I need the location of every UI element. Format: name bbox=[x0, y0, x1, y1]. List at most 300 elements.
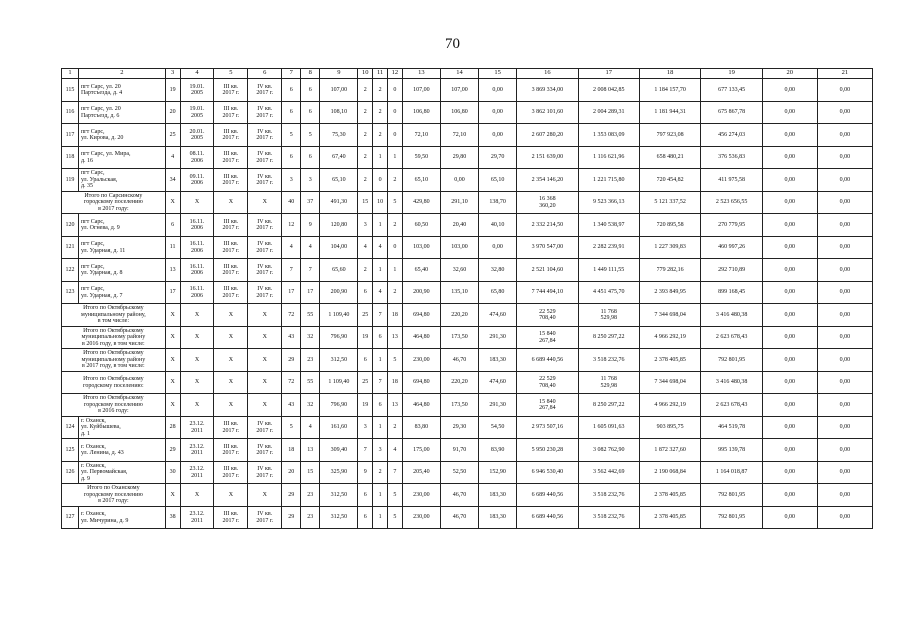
table-cell: 25 bbox=[165, 124, 180, 147]
table-cell: 8 250 297,22 bbox=[578, 327, 639, 349]
table-cell: 29 bbox=[282, 507, 301, 529]
row-number-cell: 119 bbox=[62, 169, 79, 192]
table-cell: 4 966 292,19 bbox=[639, 394, 700, 417]
table-cell: 796,90 bbox=[320, 327, 358, 349]
table-cell: 107,00 bbox=[440, 79, 478, 102]
table-cell: 0,00 bbox=[762, 327, 817, 349]
table-cell: IV кв. 2017 г. bbox=[248, 439, 282, 462]
table-cell: 13 bbox=[388, 327, 403, 349]
table-cell: 0,00 bbox=[440, 169, 478, 192]
table-cell: 103,00 bbox=[402, 237, 440, 259]
table-cell: 65,10 bbox=[479, 169, 517, 192]
table-cell: X bbox=[165, 327, 180, 349]
table-cell: 29,30 bbox=[440, 417, 478, 439]
column-header: 14 bbox=[440, 69, 478, 79]
table-cell: 30 bbox=[165, 462, 180, 484]
row-number-cell: 118 bbox=[62, 147, 79, 169]
table-cell: 29 bbox=[282, 349, 301, 372]
table-cell: 23.12. 2011 bbox=[180, 417, 214, 439]
table-cell: X bbox=[180, 304, 214, 327]
table-cell: 23 bbox=[301, 484, 320, 507]
table-row bbox=[62, 282, 873, 304]
table-cell: 19 bbox=[165, 79, 180, 102]
table-cell: 2 282 239,91 bbox=[578, 237, 639, 259]
table-cell: III кв. 2017 г. bbox=[214, 169, 248, 192]
table-cell: 138,70 bbox=[479, 192, 517, 214]
table-cell: 1 109,40 bbox=[320, 304, 358, 327]
row-number-cell: 117 bbox=[62, 124, 79, 147]
table-cell: 1 116 621,96 bbox=[578, 147, 639, 169]
table-cell: 1 872 327,60 bbox=[639, 439, 700, 462]
table-cell: 5 bbox=[388, 192, 403, 214]
column-header: 21 bbox=[817, 69, 872, 79]
table-cell: 312,50 bbox=[320, 484, 358, 507]
table-row bbox=[62, 259, 873, 282]
table-cell: 75,30 bbox=[320, 124, 358, 147]
table-cell: 2 bbox=[373, 79, 388, 102]
table-cell: X bbox=[165, 394, 180, 417]
table-cell: 20 bbox=[165, 102, 180, 124]
table-cell: III кв. 2017 г. bbox=[214, 259, 248, 282]
table-row bbox=[62, 79, 873, 102]
table-cell: 0,00 bbox=[762, 507, 817, 529]
table-cell: 83,90 bbox=[479, 439, 517, 462]
table-cell: 6 689 440,56 bbox=[517, 484, 578, 507]
table-cell: 29 bbox=[165, 439, 180, 462]
table-cell: 5 bbox=[282, 124, 301, 147]
table-cell: 15 bbox=[358, 192, 373, 214]
table-cell: 46,70 bbox=[440, 507, 478, 529]
table-cell: 230,00 bbox=[402, 507, 440, 529]
table-cell: 464,80 bbox=[402, 327, 440, 349]
table-cell: 38 bbox=[165, 507, 180, 529]
table-cell: III кв. 2017 г. bbox=[214, 79, 248, 102]
table-cell: 20.01. 2005 bbox=[180, 124, 214, 147]
table-cell: 52,50 bbox=[440, 462, 478, 484]
column-header: 9 bbox=[320, 69, 358, 79]
table-cell: 6 bbox=[301, 147, 320, 169]
table-cell: 0,00 bbox=[817, 507, 872, 529]
row-number-cell: 125 bbox=[62, 439, 79, 462]
table-cell: IV кв. 2017 г. bbox=[248, 79, 282, 102]
table-cell: 2 bbox=[373, 124, 388, 147]
table-cell: 4 bbox=[165, 147, 180, 169]
table-cell: 1 bbox=[373, 417, 388, 439]
table-cell: IV кв. 2017 г. bbox=[248, 417, 282, 439]
table-cell: 103,00 bbox=[440, 237, 478, 259]
table-cell: 22 529 708,40 bbox=[517, 372, 578, 394]
table-cell: 4 bbox=[373, 237, 388, 259]
table-cell: 25 bbox=[358, 372, 373, 394]
table-cell: 3 970 547,00 bbox=[517, 237, 578, 259]
table-cell: 0,00 bbox=[817, 124, 872, 147]
table-cell: 291,10 bbox=[440, 192, 478, 214]
table-cell: 175,00 bbox=[402, 439, 440, 462]
table-cell: 5 121 337,52 bbox=[639, 192, 700, 214]
table-cell: 797 923,08 bbox=[639, 124, 700, 147]
table-cell: X bbox=[180, 394, 214, 417]
table-cell: III кв. 2017 г. bbox=[214, 237, 248, 259]
table-cell: 32,60 bbox=[440, 259, 478, 282]
table-cell: 55 bbox=[301, 372, 320, 394]
table-cell: IV кв. 2017 г. bbox=[248, 102, 282, 124]
table-cell: 796,90 bbox=[320, 394, 358, 417]
row-number-cell: 126 bbox=[62, 462, 79, 484]
table-cell: 54,50 bbox=[479, 417, 517, 439]
table-cell: X bbox=[180, 349, 214, 372]
address-cell: г. Оханск, ул. Куйбышева, д. 1 bbox=[78, 417, 165, 439]
column-header: 17 bbox=[578, 69, 639, 79]
table-cell: 23 bbox=[301, 507, 320, 529]
table-cell: 3 416 480,38 bbox=[701, 372, 762, 394]
column-header: 13 bbox=[402, 69, 440, 79]
table-cell: 1 bbox=[373, 259, 388, 282]
table-cell: 91,70 bbox=[440, 439, 478, 462]
table-cell: 0,00 bbox=[817, 304, 872, 327]
table-cell: 106,80 bbox=[440, 102, 478, 124]
table-cell: 0,00 bbox=[817, 484, 872, 507]
row-number-cell: 123 bbox=[62, 282, 79, 304]
table-cell: X bbox=[248, 394, 282, 417]
address-cell: пгт Сарс, ул. Ударная, д. 11 bbox=[78, 237, 165, 259]
table-cell: 7 bbox=[282, 259, 301, 282]
table-cell: 2 523 656,55 bbox=[701, 192, 762, 214]
table-cell: 0,00 bbox=[762, 237, 817, 259]
table-cell: 11 768 529,98 bbox=[578, 304, 639, 327]
table-cell: X bbox=[180, 372, 214, 394]
table-cell: 0,00 bbox=[817, 169, 872, 192]
data-table bbox=[61, 68, 873, 529]
table-cell: 3 862 101,60 bbox=[517, 102, 578, 124]
table-cell: 1 bbox=[373, 147, 388, 169]
total-label-cell: Итого по Октябрьскому городскому поселению: bbox=[62, 372, 166, 394]
address-cell: г. Оханск, ул. Ленина, д. 43 bbox=[78, 439, 165, 462]
table-cell: IV кв. 2017 г. bbox=[248, 259, 282, 282]
table-cell: 17 bbox=[282, 282, 301, 304]
table-cell: 1 109,40 bbox=[320, 372, 358, 394]
table-cell: 0,00 bbox=[817, 102, 872, 124]
table-cell: 6 bbox=[282, 102, 301, 124]
table-cell: X bbox=[214, 349, 248, 372]
table-cell: 0,00 bbox=[479, 124, 517, 147]
table-cell: 3 416 480,38 bbox=[701, 304, 762, 327]
table-cell: 18 bbox=[282, 439, 301, 462]
table-cell: 65,10 bbox=[320, 169, 358, 192]
table-cell: 3 bbox=[358, 214, 373, 237]
table-cell: 65,10 bbox=[402, 169, 440, 192]
table-cell: 995 139,78 bbox=[701, 439, 762, 462]
table-total-row bbox=[62, 192, 873, 214]
table-cell: 6 689 440,56 bbox=[517, 349, 578, 372]
table-cell: 312,50 bbox=[320, 507, 358, 529]
table-cell: 429,80 bbox=[402, 192, 440, 214]
table-cell: X bbox=[165, 349, 180, 372]
table-cell: 34 bbox=[165, 169, 180, 192]
table-cell: 1 353 083,09 bbox=[578, 124, 639, 147]
table-cell: 08.11. 2006 bbox=[180, 147, 214, 169]
table-cell: 40 bbox=[282, 192, 301, 214]
table-cell: III кв. 2017 г. bbox=[214, 462, 248, 484]
table-cell: 11 768 529,98 bbox=[578, 372, 639, 394]
table-cell: 474,60 bbox=[479, 304, 517, 327]
table-cell: X bbox=[165, 192, 180, 214]
total-label-cell: Итого по Оханскому городскому поселению в 2017 году: bbox=[62, 484, 166, 507]
table-cell: 2 bbox=[358, 259, 373, 282]
table-cell: X bbox=[214, 304, 248, 327]
table-cell: 4 bbox=[388, 439, 403, 462]
table-cell: 1 449 111,55 bbox=[578, 259, 639, 282]
table-cell: 0,00 bbox=[817, 417, 872, 439]
table-cell: 1 164 018,87 bbox=[701, 462, 762, 484]
total-label-cell: Итого по Октябрьскому муниципальному району в 2017 году, в том числе: bbox=[62, 349, 166, 372]
table-total-row bbox=[62, 484, 873, 507]
table-cell: III кв. 2017 г. bbox=[214, 417, 248, 439]
table-cell: III кв. 2017 г. bbox=[214, 439, 248, 462]
table-cell: 6 bbox=[301, 102, 320, 124]
table-cell: III кв. 2017 г. bbox=[214, 282, 248, 304]
table-cell: 1 181 944,31 bbox=[639, 102, 700, 124]
table-cell: 183,30 bbox=[479, 507, 517, 529]
table-cell: 0,00 bbox=[817, 237, 872, 259]
table-cell: 5 bbox=[301, 124, 320, 147]
table-cell: 23.12. 2011 bbox=[180, 507, 214, 529]
table-cell: 5 950 230,28 bbox=[517, 439, 578, 462]
table-cell: 460 997,26 bbox=[701, 237, 762, 259]
table-cell: 19.01. 2005 bbox=[180, 102, 214, 124]
table-row bbox=[62, 439, 873, 462]
table-cell: 5 bbox=[388, 507, 403, 529]
row-number-cell: 115 bbox=[62, 79, 79, 102]
table-cell: III кв. 2017 г. bbox=[214, 214, 248, 237]
table-cell: 2 354 146,20 bbox=[517, 169, 578, 192]
table-cell: X bbox=[248, 192, 282, 214]
row-number-cell: 121 bbox=[62, 237, 79, 259]
table-cell: 13 bbox=[388, 394, 403, 417]
column-header: 4 bbox=[180, 69, 214, 79]
table-cell: 0,00 bbox=[762, 192, 817, 214]
table-cell: 7 bbox=[373, 372, 388, 394]
table-cell: 6 bbox=[301, 79, 320, 102]
table-cell: 1 227 309,83 bbox=[639, 237, 700, 259]
table-cell: 29,80 bbox=[440, 147, 478, 169]
table-cell: 205,40 bbox=[402, 462, 440, 484]
table-cell: 3 bbox=[373, 439, 388, 462]
table-cell: 6 bbox=[358, 507, 373, 529]
table-cell: 15 840 267,84 bbox=[517, 394, 578, 417]
table-cell: III кв. 2017 г. bbox=[214, 124, 248, 147]
table-cell: 7 bbox=[301, 259, 320, 282]
row-number-cell: 124 bbox=[62, 417, 79, 439]
row-number-cell: 116 bbox=[62, 102, 79, 124]
table-cell: 6 bbox=[373, 394, 388, 417]
table-cell: 0,00 bbox=[762, 259, 817, 282]
table-cell: 0 bbox=[373, 169, 388, 192]
table-row bbox=[62, 462, 873, 484]
address-cell: пгт Сарс, ул. 20 Партсъезда, д. 4 bbox=[78, 79, 165, 102]
table-cell: 0,00 bbox=[479, 79, 517, 102]
table-cell: 411 975,58 bbox=[701, 169, 762, 192]
table-cell: 32 bbox=[301, 327, 320, 349]
table-cell: 2 bbox=[388, 282, 403, 304]
table-cell: X bbox=[248, 349, 282, 372]
table-cell: 694,80 bbox=[402, 372, 440, 394]
column-header: 3 bbox=[165, 69, 180, 79]
table-cell: 3 bbox=[301, 169, 320, 192]
table-cell: 779 282,16 bbox=[639, 259, 700, 282]
table-cell: 2 008 042,85 bbox=[578, 79, 639, 102]
table-cell: 108,10 bbox=[320, 102, 358, 124]
table-cell: 1 340 538,97 bbox=[578, 214, 639, 237]
table-cell: 7 bbox=[358, 439, 373, 462]
table-cell: 1 bbox=[388, 147, 403, 169]
table-cell: 15 bbox=[301, 462, 320, 484]
table-row bbox=[62, 237, 873, 259]
table-cell: 65,60 bbox=[320, 259, 358, 282]
table-cell: 2 393 849,95 bbox=[639, 282, 700, 304]
table-total-row bbox=[62, 372, 873, 394]
table-cell: 1 221 715,80 bbox=[578, 169, 639, 192]
table-cell: 0,00 bbox=[762, 439, 817, 462]
table-cell: 312,50 bbox=[320, 349, 358, 372]
table-cell: 5 bbox=[388, 349, 403, 372]
table-cell: IV кв. 2017 г. bbox=[248, 214, 282, 237]
table-cell: 2 bbox=[388, 417, 403, 439]
total-label-cell: Итого по Октябрьскому муниципальному району, в том числе: bbox=[62, 304, 166, 327]
table-cell: 720 454,82 bbox=[639, 169, 700, 192]
table-cell: 10 bbox=[373, 192, 388, 214]
table-cell: X bbox=[180, 192, 214, 214]
table-cell: X bbox=[214, 372, 248, 394]
table-cell: 3 562 442,69 bbox=[578, 462, 639, 484]
address-cell: пгт Сарс, ул. 20 Партсъезд, д. 6 bbox=[78, 102, 165, 124]
table-cell: 09.11. 2006 bbox=[180, 169, 214, 192]
table-cell: 792 801,95 bbox=[701, 484, 762, 507]
table-cell: 6 bbox=[282, 79, 301, 102]
table-cell: 230,00 bbox=[402, 484, 440, 507]
column-header: 15 bbox=[479, 69, 517, 79]
table-cell: 25 bbox=[358, 304, 373, 327]
table-cell: 4 bbox=[301, 417, 320, 439]
address-cell: г. Оханск, ул. Первомайская, д. 9 bbox=[78, 462, 165, 484]
table-cell: 16 368 360,20 bbox=[517, 192, 578, 214]
table-cell: 11 bbox=[165, 237, 180, 259]
table-cell: 4 451 475,70 bbox=[578, 282, 639, 304]
table-cell: 3 bbox=[282, 169, 301, 192]
table-cell: 792 801,95 bbox=[701, 507, 762, 529]
table-cell: 152,90 bbox=[479, 462, 517, 484]
table-cell: 17 bbox=[301, 282, 320, 304]
table-cell: 13 bbox=[165, 259, 180, 282]
table-cell: 19.01. 2005 bbox=[180, 79, 214, 102]
table-cell: 0,00 bbox=[762, 372, 817, 394]
table-cell: 0 bbox=[388, 102, 403, 124]
table-cell: 2 607 280,20 bbox=[517, 124, 578, 147]
table-cell: 2 332 214,50 bbox=[517, 214, 578, 237]
table-cell: III кв. 2017 г. bbox=[214, 507, 248, 529]
table-cell: 0,00 bbox=[817, 214, 872, 237]
table-cell: 7 bbox=[373, 304, 388, 327]
table-cell: X bbox=[180, 484, 214, 507]
table-cell: 0,00 bbox=[479, 237, 517, 259]
table-cell: 40,10 bbox=[479, 214, 517, 237]
table-cell: 1 605 091,63 bbox=[578, 417, 639, 439]
table-cell: 2 bbox=[373, 102, 388, 124]
table-cell: 3 518 232,76 bbox=[578, 507, 639, 529]
table-cell: 3 518 232,76 bbox=[578, 349, 639, 372]
table-cell: 0,00 bbox=[817, 394, 872, 417]
table-cell: 5 bbox=[282, 417, 301, 439]
table-cell: 2 623 678,43 bbox=[701, 394, 762, 417]
table-cell: 12 bbox=[282, 214, 301, 237]
table-cell: 0,00 bbox=[817, 79, 872, 102]
table-cell: 0,00 bbox=[762, 214, 817, 237]
table-cell: 792 801,95 bbox=[701, 349, 762, 372]
table-cell: 4 bbox=[373, 282, 388, 304]
table-cell: 2 bbox=[358, 169, 373, 192]
table-cell: 2 bbox=[358, 147, 373, 169]
column-header: 5 bbox=[214, 69, 248, 79]
table-cell: 2 378 405,85 bbox=[639, 349, 700, 372]
table-cell: 0,00 bbox=[762, 304, 817, 327]
table-cell: 0,00 bbox=[762, 394, 817, 417]
table-cell: 37 bbox=[301, 192, 320, 214]
table-cell: 0,00 bbox=[762, 124, 817, 147]
table-cell: 72 bbox=[282, 372, 301, 394]
row-number-cell: 122 bbox=[62, 259, 79, 282]
table-cell: 464,80 bbox=[402, 394, 440, 417]
table-cell: 200,90 bbox=[320, 282, 358, 304]
table-cell: 4 bbox=[282, 237, 301, 259]
table-cell: 4 bbox=[358, 237, 373, 259]
table-cell: 0,00 bbox=[817, 462, 872, 484]
table-cell: 20 bbox=[282, 462, 301, 484]
column-header: 16 bbox=[517, 69, 578, 79]
table-cell: 325,90 bbox=[320, 462, 358, 484]
table-row bbox=[62, 169, 873, 192]
table-cell: 0,00 bbox=[762, 417, 817, 439]
table-cell: 2 bbox=[358, 79, 373, 102]
table-cell: 291,30 bbox=[479, 394, 517, 417]
table-cell: 1 bbox=[373, 349, 388, 372]
table-cell: 0,00 bbox=[762, 282, 817, 304]
table-cell: IV кв. 2017 г. bbox=[248, 282, 282, 304]
table-cell: 0,00 bbox=[762, 349, 817, 372]
table-cell: X bbox=[248, 304, 282, 327]
table-cell: 0,00 bbox=[479, 102, 517, 124]
table-cell: 29,70 bbox=[479, 147, 517, 169]
table-cell: 0,00 bbox=[817, 282, 872, 304]
table-cell: IV кв. 2017 г. bbox=[248, 237, 282, 259]
table-cell: 1 bbox=[373, 507, 388, 529]
table-cell: 6 bbox=[282, 147, 301, 169]
table-cell: IV кв. 2017 г. bbox=[248, 147, 282, 169]
table-cell: 2 004 289,31 bbox=[578, 102, 639, 124]
column-header: 1 bbox=[62, 69, 79, 79]
table-body bbox=[62, 79, 873, 529]
column-header: 7 bbox=[282, 69, 301, 79]
table-cell: 107,00 bbox=[320, 79, 358, 102]
table-cell: 899 168,45 bbox=[701, 282, 762, 304]
table-cell: X bbox=[165, 484, 180, 507]
table-cell: 16.11. 2006 bbox=[180, 237, 214, 259]
column-header: 2 bbox=[78, 69, 165, 79]
table-cell: 720 895,58 bbox=[639, 214, 700, 237]
table-cell: X bbox=[248, 484, 282, 507]
column-header: 11 bbox=[373, 69, 388, 79]
table-cell: IV кв. 2017 г. bbox=[248, 124, 282, 147]
table-cell: 59,50 bbox=[402, 147, 440, 169]
address-cell: пгт Сарс, ул. Уральская, д. 35 bbox=[78, 169, 165, 192]
